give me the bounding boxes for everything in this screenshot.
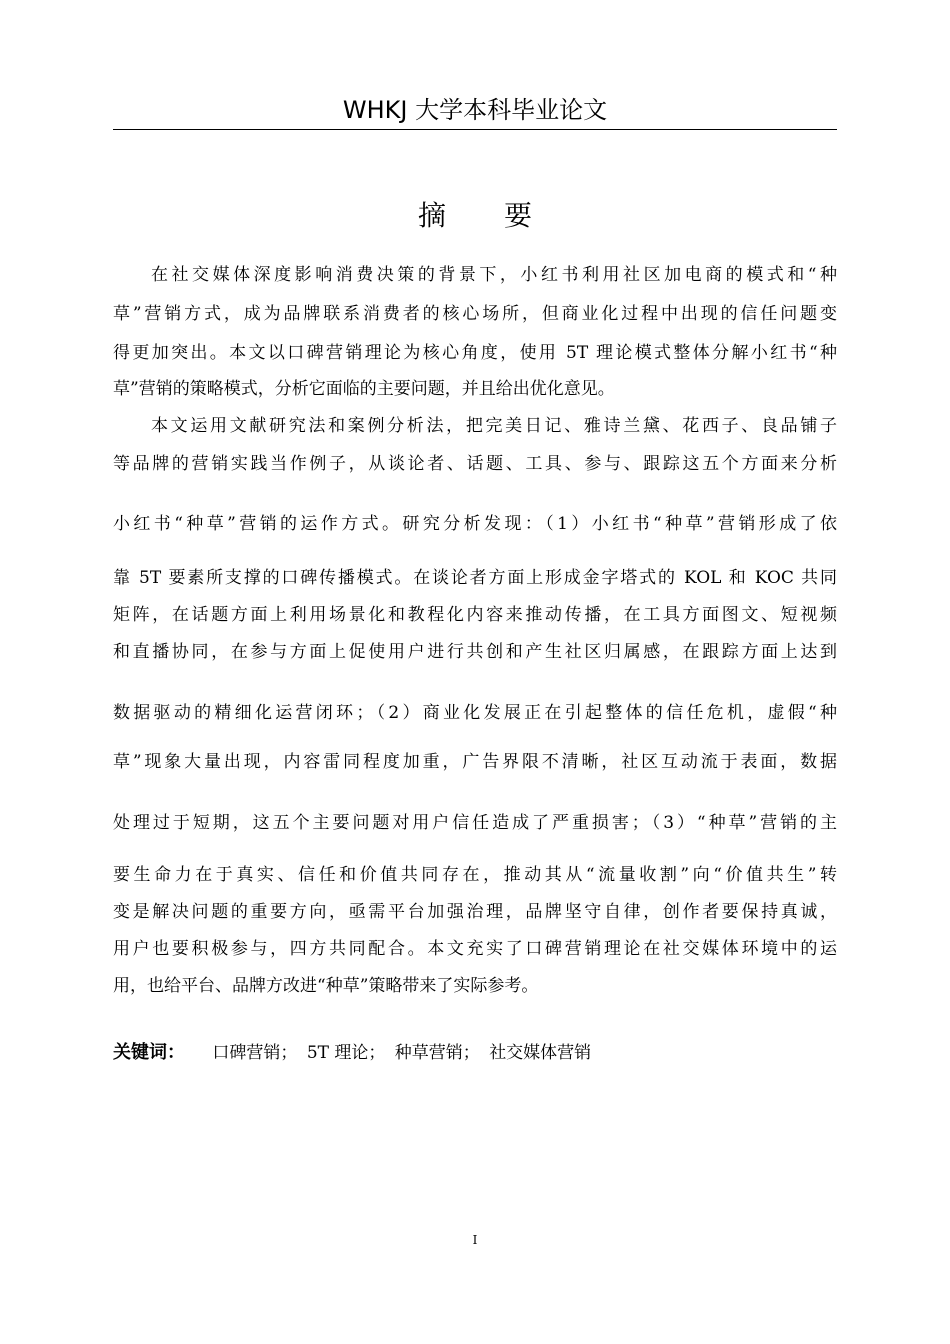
keyword-item: 5T 理论； (306, 1043, 386, 1063)
keyword-item: 口碑营销； (212, 1043, 298, 1063)
abstract-line: 小红书“种草”营销的运作方式。研究分析发现：（1）小红书“种草”营销形成了依 (113, 514, 837, 534)
abstract-line: 数据驱动的精细化运营闭环；（2）商业化发展正在引起整体的信任危机，虚假“种 (113, 703, 837, 723)
abstract-line: 草”营销方式，成为品牌联系消费者的核心场所，但商业化过程中出现的信任问题变 (113, 304, 837, 324)
keywords-label: 关键词： (113, 1042, 185, 1063)
abstract-line: 草”营销的策略模式，分析它面临的主要问题，并且给出优化意见。 (113, 379, 615, 399)
page-number: I (472, 1233, 478, 1247)
abstract-line: 靠 5T 要素所支撑的口碑传播模式。在谈论者方面上形成金字塔式的 KOL 和 KOC 共同 (113, 568, 837, 588)
abstract-line: 等品牌的营销实践当作例子，从谈论者、话题、工具、参与、跟踪这五个方面来分析 (113, 454, 837, 474)
header-title: WHKJ 大学本科毕业论文 (342, 96, 608, 124)
keywords (113, 1040, 595, 1066)
abstract-line: 要生命力在于真实、信任和价值共同存在，推动其从“流量收割”向“价值共生”转 (113, 865, 837, 885)
keyword-item: 社交媒体营销 (489, 1043, 592, 1063)
abstract-line: 得更加突出。本文以口碑营销理论为核心角度，使用 5T 理论模式整体分解小红书“种 (113, 343, 837, 363)
abstract-line: 和直播协同，在参与方面上促使用户进行共创和产生社区归属感，在跟踪方面上达到 (113, 642, 837, 662)
abstract-line: 矩阵，在话题方面上利用场景化和教程化内容来推动传播，在工具方面图文、短视频 (113, 605, 837, 625)
abstract-line: 在社交媒体深度影响消费决策的背景下，小红书利用社区加电商的模式和“种 (151, 265, 837, 285)
abstract-line: 草”现象大量出现，内容雷同程度加重，广告界限不清晰，社区互动流于表面，数据 (113, 752, 837, 772)
abstract-line: 变是解决问题的重要方向，亟需平台加强治理，品牌坚守自律，创作者要保持真诚， (113, 902, 837, 922)
abstract-line: 本文运用文献研究法和案例分析法，把完美日记、雅诗兰黛、花西子、良品铺子 (151, 416, 837, 436)
header-rule (113, 129, 837, 130)
abstract-title: 摘要 (417, 199, 590, 232)
abstract-line: 处理过于短期，这五个主要问题对用户信任造成了严重损害；（3）“种草”营销的主 (113, 813, 837, 833)
abstract-line: 用户也要积极参与，四方共同配合。本文充实了口碑营销理论在社交媒体环境中的运 (113, 939, 837, 959)
abstract-line: 用，也给平台、品牌方改进“种草”策略带来了实际参考。 (113, 976, 539, 996)
keyword-item: 种草营销； (394, 1043, 480, 1063)
